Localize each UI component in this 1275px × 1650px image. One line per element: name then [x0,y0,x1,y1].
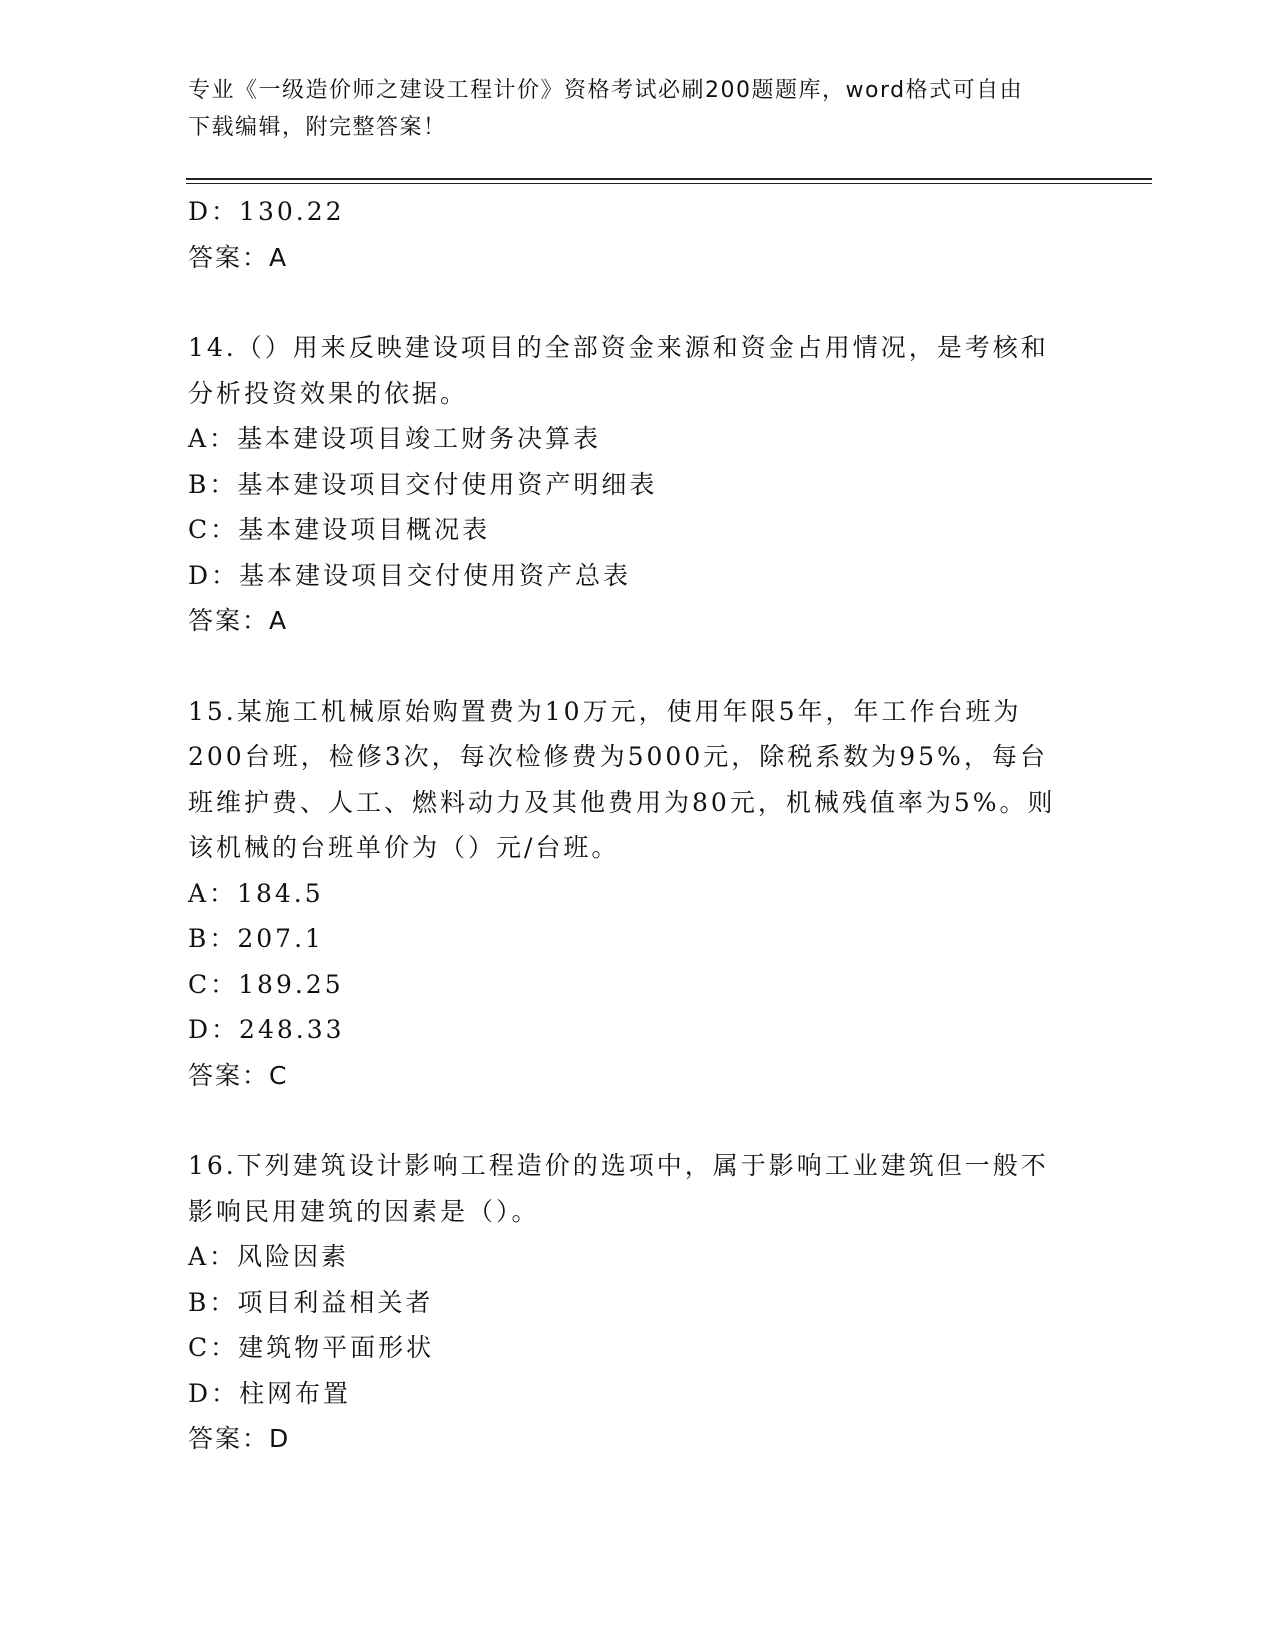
answer-line: 答案：A [188,242,289,272]
option-a: A：基本建设项目竣工财务决算表 [188,424,602,453]
document-header [188,72,1088,146]
option-d: D：130.22 [188,197,345,226]
question-13-tail [188,189,1088,280]
option-d: D：248.33 [188,1015,345,1044]
question-spacer [188,280,1088,325]
header-title-line-2: 下载编辑，附完整答案！ [188,115,447,140]
option-c: C：189.25 [188,969,344,999]
option-c: C：基本建设项目概况表 [188,515,491,544]
option-d: D：基本建设项目交付使用资产总表 [188,560,632,590]
question-spacer [188,1098,1088,1143]
question-stem-line: 16.下列建筑设计影响工程造价的选项中，属于影响工业建筑但一般不 [188,1151,1049,1180]
header-title-line-1: 专业《一级造价师之建设工程计价》资格考试必刷200题题库，word格式可自由 [188,78,1024,103]
option-a: A：风险因素 [188,1242,350,1271]
question-list [188,189,1088,1462]
question-16 [188,1143,1088,1462]
option-b: B：项目利益相关者 [188,1287,434,1317]
question-stem-line: 15.某施工机械原始购置费为10万元，使用年限5年，年工作台班为 [188,696,1022,726]
option-b: B：基本建设项目交付使用资产明细表 [188,469,658,499]
header-divider-thin [186,183,1152,184]
question-stem-line: 影响民用建筑的因素是（）。 [188,1196,540,1226]
answer-line: 答案：C [188,1060,289,1090]
option-b: B：207.1 [188,924,324,953]
question-stem-line: 14.（）用来反映建设项目的全部资金来源和资金占用情况，是考核和 [188,333,1049,362]
answer-line: 答案：A [188,606,289,635]
option-d: D：柱网布置 [188,1378,352,1408]
question-stem-line: 200台班，检修3次，每次检修费为5000元，除税系数为95%，每台 [188,742,1048,771]
header-divider-thick [186,178,1152,180]
option-a: A：184.5 [188,878,324,908]
question-spacer [188,644,1088,689]
answer-line: 答案：D [188,1424,291,1453]
question-15 [188,689,1088,1099]
question-stem-line: 分析投资效果的依据。 [188,378,469,408]
question-14 [188,325,1088,644]
question-stem-line: 班维护费、人工、燃料动力及其他费用为80元，机械残值率为5%。则 [188,787,1056,817]
option-c: C：建筑物平面形状 [188,1333,435,1362]
question-stem-line: 该机械的台班单价为（）元/台班。 [188,833,620,862]
